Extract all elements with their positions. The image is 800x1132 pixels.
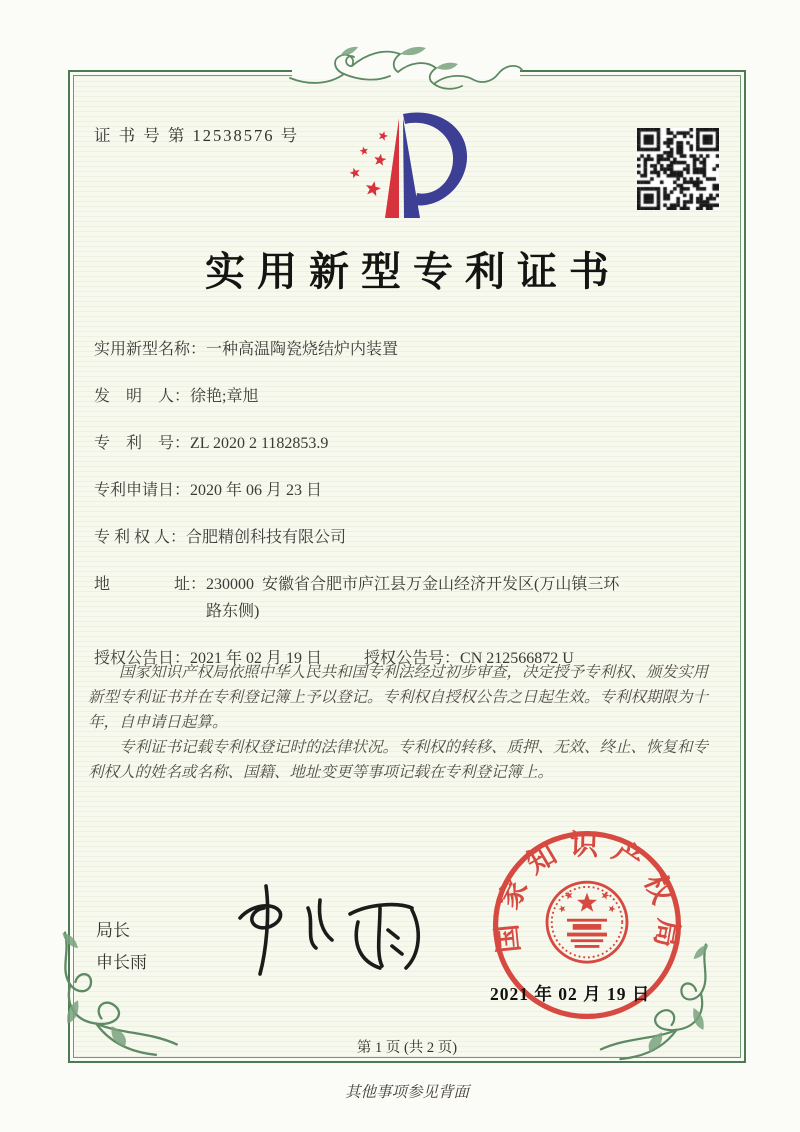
field-row-patentee	[94, 524, 684, 551]
field-value-name: 一种高温陶瓷烧结炉内装置	[206, 341, 399, 358]
legal-text	[88, 660, 722, 785]
field-value-inventor: 徐艳;章旭	[190, 388, 259, 405]
field-value-grant-date: 2021 年 02 月 19 日	[190, 650, 323, 667]
certificate-number: 证 书 号 第 12538576 号	[94, 126, 300, 145]
field-row-name	[94, 336, 684, 363]
field-label-inventor: 发 明 人：	[94, 388, 191, 405]
field-value-patent-number: ZL 2020 2 1182853.9	[190, 435, 329, 452]
field-label-name: 实用新型名称：	[94, 341, 207, 358]
qr-code	[637, 128, 719, 210]
officer-title: 局长	[96, 921, 130, 940]
field-row-address	[94, 571, 684, 625]
page-number: 第 1 页 (共 2 页)	[356, 1040, 458, 1056]
legal-paragraph-1: 国家知识产权局依照中华人民共和国专利法经过初步审查，决定授予专利权、颁发实用新型专利证书并在专利登记簿上予以登记。专利权自授权公告之日起生效。专利权期限为十年，自申请日起算。	[88, 664, 709, 731]
field-label-grant-date: 授权公告日：	[94, 650, 191, 667]
officer-signature-icon	[222, 874, 427, 982]
field-row-filing-date	[94, 477, 684, 504]
field-value-address: 230000 安徽省合肥市庐江县万金山经济开发区(万山镇三环路东侧)	[206, 576, 620, 620]
cnipa-patent-logo-icon	[332, 110, 474, 240]
field-value-filing-date: 2020 年 06 月 23 日	[190, 482, 323, 499]
field-row-patent-number	[94, 430, 684, 457]
patent-fields	[94, 336, 684, 692]
grant-seal-date: 2021 年 02 月 19 日	[490, 984, 651, 1004]
field-label-filing-date: 专利申请日：	[94, 482, 191, 499]
field-value-patentee: 合肥精创科技有限公司	[186, 529, 347, 546]
back-note: 其他事项参见背面	[344, 1084, 469, 1101]
certificate-title: 实用新型专利证书	[205, 249, 621, 294]
field-label-address: 地 址：	[94, 576, 207, 593]
seal-text: 国家知识产权局	[491, 829, 684, 961]
border-gap	[292, 64, 520, 79]
legal-paragraph-2: 专利证书记载专利权登记时的法律状况。专利权的转移、质押、无效、终止、恢复和专利权人的姓名或名称、国籍、地址变更等事项记载在专利登记簿上。	[88, 739, 709, 781]
field-label-grant-number: 授权公告号：	[364, 650, 461, 667]
field-row-inventor	[94, 383, 684, 410]
officer-name: 申长雨	[96, 953, 147, 972]
field-label-patent-number: 专 利 号：	[94, 435, 191, 452]
field-value-grant-number: CN 212566872 U	[460, 650, 574, 667]
field-label-patentee: 专 利 权 人：	[94, 529, 187, 546]
